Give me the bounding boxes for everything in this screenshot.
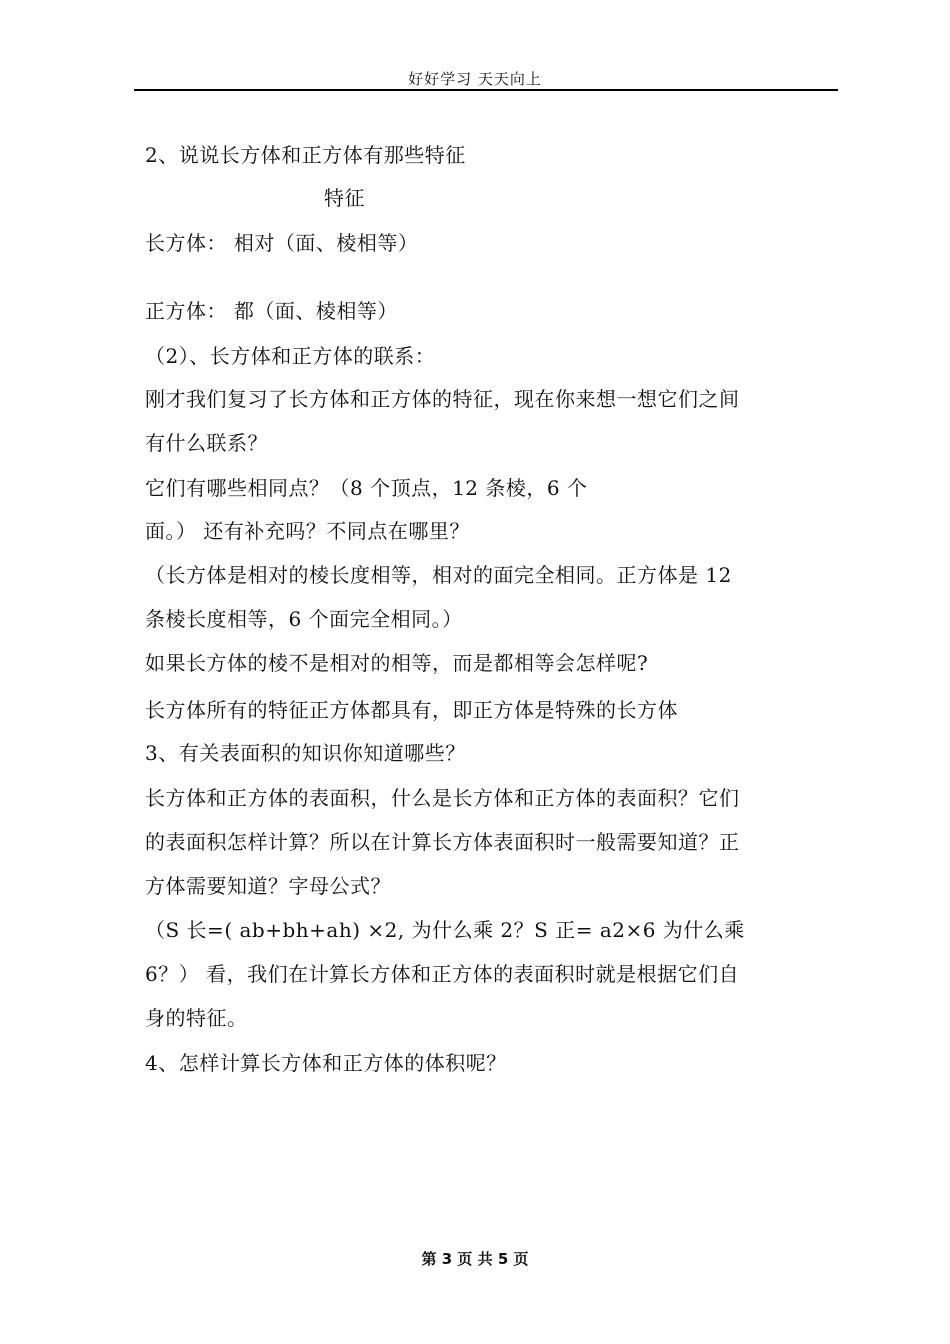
- header-divider: [134, 89, 838, 91]
- paragraph-line: 6？） 看，我们在计算长方体和正方体的表面积时就是根据它们自: [145, 962, 740, 986]
- paragraph-line: 长方体和正方体的表面积，什么是长方体和正方体的表面积？它们: [145, 786, 740, 810]
- heading-3-surface-area: 3、有关表面积的知识你知道哪些？: [145, 741, 466, 765]
- paragraph-line: 它们有哪些相同点？（8 个顶点，12 条棱，6 个: [145, 476, 588, 500]
- paragraph-line: 身的特征。: [145, 1006, 248, 1030]
- heading-2-features: 2、说说长方体和正方体有那些特征: [145, 143, 466, 167]
- cuboid-features: 长方体： 相对（面、棱相等）: [145, 231, 419, 255]
- formula-line: （S 长=( ab+bh+ah) ×2, 为什么乘 2？S 正= a2×6 为什么乘: [145, 918, 745, 942]
- page-footer: 第 3 页 共 5 页: [421, 1250, 529, 1268]
- features-label: 特征: [324, 186, 365, 210]
- paragraph-line: 面。） 还有补充吗？不同点在哪里？: [145, 519, 470, 543]
- heading-4-volume: 4、怎样计算长方体和正方体的体积呢？: [145, 1051, 507, 1075]
- paragraph-line: （长方体是相对的棱长度相等，相对的面完全相同。正方体是 12: [145, 563, 732, 587]
- paragraph-line: 长方体所有的特征正方体都具有，即正方体是特殊的长方体: [145, 698, 678, 722]
- paragraph-line: 如果长方体的棱不是相对的相等，而是都相等会怎样呢?: [145, 651, 649, 675]
- paragraph-line: 有什么联系？: [145, 431, 268, 455]
- paragraph-line: 刚才我们复习了长方体和正方体的特征，现在你来想一想它们之间: [145, 387, 740, 411]
- page-header: 好好学习 天天向上: [408, 70, 542, 88]
- subheading-relation: （2）、长方体和正方体的联系：: [145, 344, 436, 368]
- paragraph-line: 条棱长度相等，6 个面完全相同。）: [145, 607, 463, 631]
- cube-features: 正方体： 都（面、棱相等）: [145, 299, 398, 323]
- paragraph-line: 方体需要知道？字母公式？: [145, 874, 391, 898]
- paragraph-line: 的表面积怎样计算？所以在计算长方体表面积时一般需要知道？正: [145, 830, 740, 854]
